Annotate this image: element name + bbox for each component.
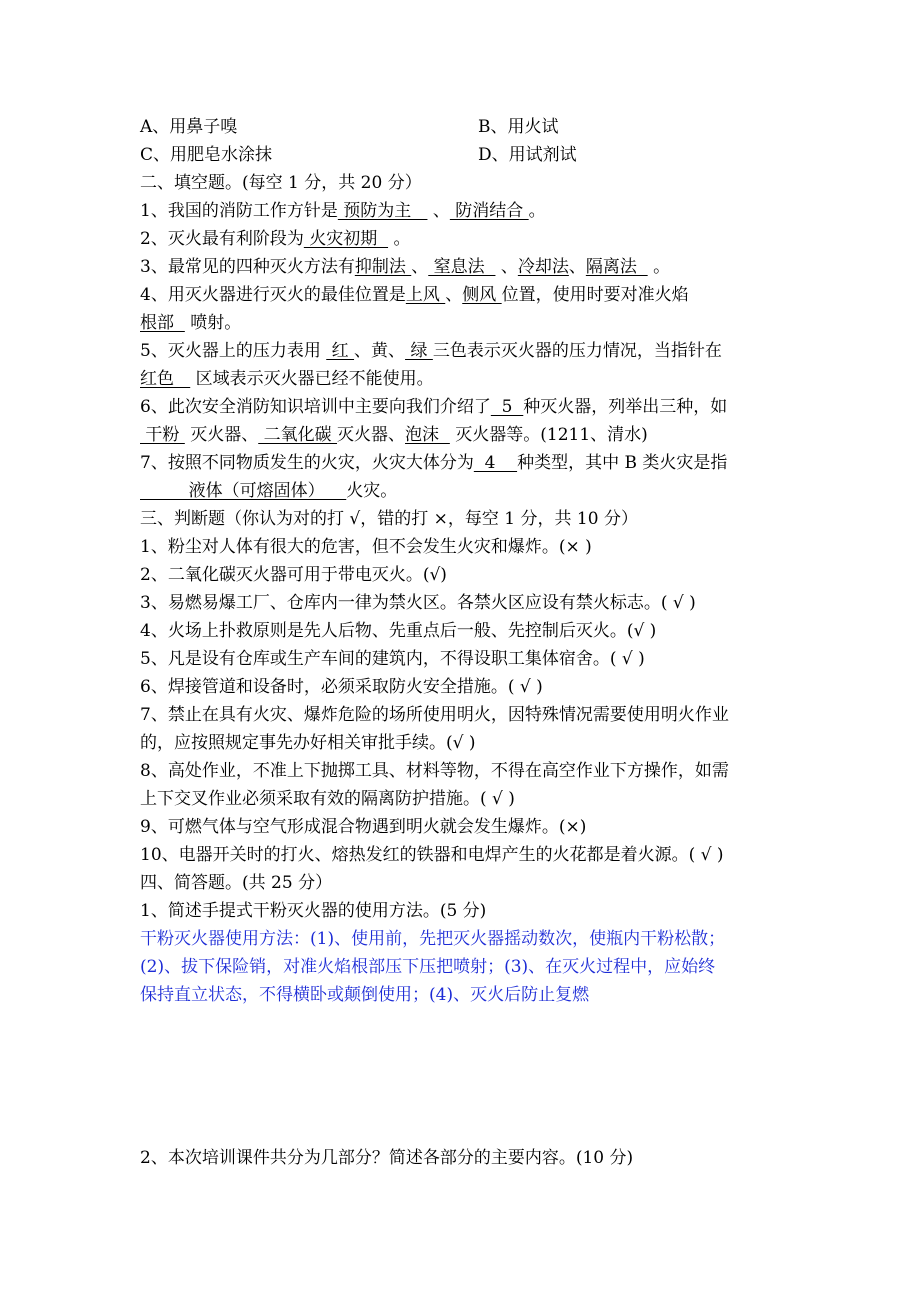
fill-q3-answer-3: 冷却法 <box>517 257 569 277</box>
fill-q5-end: 区域表示灭火器已经不能使用。 <box>190 369 434 389</box>
fill-q5 <box>140 340 722 362</box>
fill-q7-end: 火灾。 <box>346 481 398 501</box>
short-heading: 四、简答题。(共 25 分） <box>140 873 333 893</box>
judge-item: 2、二氧化碳灭火器可用于带电灭火。(√) <box>140 565 447 585</box>
fill-heading: 二、填空题。(每空 1 分，共 20 分） <box>140 173 422 193</box>
judge-item: 10、电器开关时的打火、熔热发红的铁器和电焊产生的火花都是着火源。( √ ) <box>140 845 724 865</box>
fill-q4-end: 喷射。 <box>184 313 242 333</box>
fill-q3-sep-3: 、 <box>568 257 586 277</box>
fill-q2 <box>140 228 410 250</box>
short-q2: 2、本次培训课件共分为几部分？简述各部分的主要内容。(10 分) <box>140 1148 634 1168</box>
fill-q4-answer-3: 根部 <box>140 313 185 333</box>
fill-q7-answer-1: 4 <box>473 453 518 473</box>
fill-q3-answer-1: 抑制法 <box>354 257 412 277</box>
fill-q5-text-2: 三色表示灭火器的压力情况，当指针在 <box>432 341 722 361</box>
option-a-text: A、用鼻子嗅 <box>140 117 238 137</box>
fill-q6-answer-1: 5 <box>490 397 524 417</box>
fill-q5-answer-3: 红色 <box>140 369 191 389</box>
option-d-text: D、用试剂试 <box>478 145 577 165</box>
fill-q5-sep: 、黄、 <box>354 341 406 361</box>
fill-q3-answer-4: 隔离法 <box>585 257 648 277</box>
judge-item: 7、禁止在具有火灾、爆炸危险的场所使用明火，因特殊情况需要使用明火作业 <box>140 705 729 725</box>
short-answer-line: 保持直立状态，不得横卧或颠倒使用；(4)、灭火后防止复燃 <box>140 985 590 1005</box>
fill-q6-sep-2: 灭火器、 <box>337 425 406 445</box>
fill-q6-cont <box>140 424 648 446</box>
fill-q1-sep: 、 <box>427 201 450 221</box>
fill-q6 <box>140 396 727 418</box>
fill-q1-end: 。 <box>528 201 546 221</box>
fill-q5-answer-2: 绿 <box>405 341 433 361</box>
fill-q1-answer-2: 防消结合 <box>449 201 529 221</box>
option-c <box>140 144 577 166</box>
fill-q1 <box>140 200 546 222</box>
fill-q4-text: 4、用灭火器进行灭火的最佳位置是 <box>140 285 406 305</box>
fill-q6-answer-2: 干粉 <box>140 425 185 445</box>
short-answer-line: 干粉灭火器使用方法：(1)、使用前，先把灭火器摇动数次，使瓶内干粉松散； <box>140 929 726 949</box>
fill-q6-answer-3: 二氧化碳 <box>258 425 338 445</box>
judge-heading: 三、判断题（你认为对的打 √，错的打 ×，每空 1 分，共 10 分） <box>140 509 638 529</box>
fill-q4-answer-1: 上风 <box>405 285 446 305</box>
fill-q4-cont <box>140 312 241 334</box>
fill-q4-answer-2: 侧风 <box>462 285 502 305</box>
judge-item: 的，应按照规定事先办好相关审批手续。(√ ) <box>140 733 476 753</box>
fill-q3-sep-2: 、 <box>495 257 518 277</box>
fill-q3-answer-2: 窒息法 <box>428 257 496 277</box>
judge-item: 6、焊接管道和设备时，必须采取防火安全措施。( √ ) <box>140 677 543 697</box>
option-c-text: C、用肥皂水涂抹 <box>140 145 273 165</box>
fill-q5-answer-1: 红 <box>326 341 355 361</box>
fill-q3-end: 。 <box>647 257 671 277</box>
short-q1: 1、简述手提式干粉灭火器的使用方法。(5 分) <box>140 901 487 921</box>
fill-q2-end: 。 <box>388 229 411 249</box>
judge-item: 3、易燃易爆工厂、仓库内一律为禁火区。各禁火区应设有禁火标志。( √ ) <box>140 593 696 613</box>
fill-q6-sep-1: 灭火器、 <box>184 425 259 445</box>
fill-q7-text-2: 种类型，其中 B 类火灾是指 <box>517 453 728 473</box>
fill-q7-answer-2: 液体（可熔固体） <box>140 481 347 501</box>
fill-q4 <box>140 284 689 306</box>
fill-q7-text: 7、按照不同物质发生的火灾，火灾大体分为 <box>140 453 474 473</box>
judge-item: 1、粉尘对人体有很大的危害，但不会发生火灾和爆炸。(× ) <box>140 537 592 557</box>
fill-q3-sep-1: 、 <box>411 257 429 277</box>
fill-q7 <box>140 452 727 474</box>
judge-item: 5、凡是设有仓库或生产车间的建筑内，不得设职工集体宿舍。( √ ) <box>140 649 645 669</box>
fill-q1-answer-1: 预防为主 <box>337 201 428 221</box>
judge-item: 8、高处作业，不准上下抛掷工具、材料等物，不得在高空作业下方操作，如需 <box>140 761 729 781</box>
fill-q6-answer-4: 泡沫 <box>405 425 450 445</box>
fill-q7-cont <box>140 480 397 502</box>
fill-q5-cont <box>140 368 434 390</box>
fill-q1-text: 1、我国的消防工作方针是 <box>140 201 338 221</box>
judge-item: 4、火场上扑救原则是先人后物、先重点后一般、先控制后灭火。(√ ) <box>140 621 657 641</box>
fill-q6-text-2: 种灭火器，列举出三种，如 <box>523 397 728 417</box>
fill-q3 <box>140 256 670 278</box>
fill-q3-text: 3、最常见的四种灭火方法有 <box>140 257 355 277</box>
fill-q6-text: 6、此次安全消防知识培训中主要向我们介绍了 <box>140 397 491 417</box>
fill-q2-text: 2、灭火最有利阶段为 <box>140 229 304 249</box>
fill-q4-sep: 、 <box>445 285 463 305</box>
fill-q2-answer: 火灾初期 <box>303 229 389 249</box>
judge-item: 9、可燃气体与空气形成混合物遇到明火就会发生爆炸。(×) <box>140 817 587 837</box>
fill-q5-text: 5、灭火器上的压力表用 <box>140 341 327 361</box>
judge-item: 上下交叉作业必须采取有效的隔离防护措施。( √ ) <box>140 789 515 809</box>
option-a <box>140 116 559 138</box>
option-b-text: B、用火试 <box>478 117 559 137</box>
fill-q6-end: 灭火器等。(1211、清水) <box>449 425 648 445</box>
short-answer-line: (2)、拔下保险销，对准火焰根部压下压把喷射；(3)、在灭火过程中，应始终 <box>140 957 716 977</box>
fill-q4-text-2: 位置，使用时要对准火焰 <box>501 285 689 305</box>
